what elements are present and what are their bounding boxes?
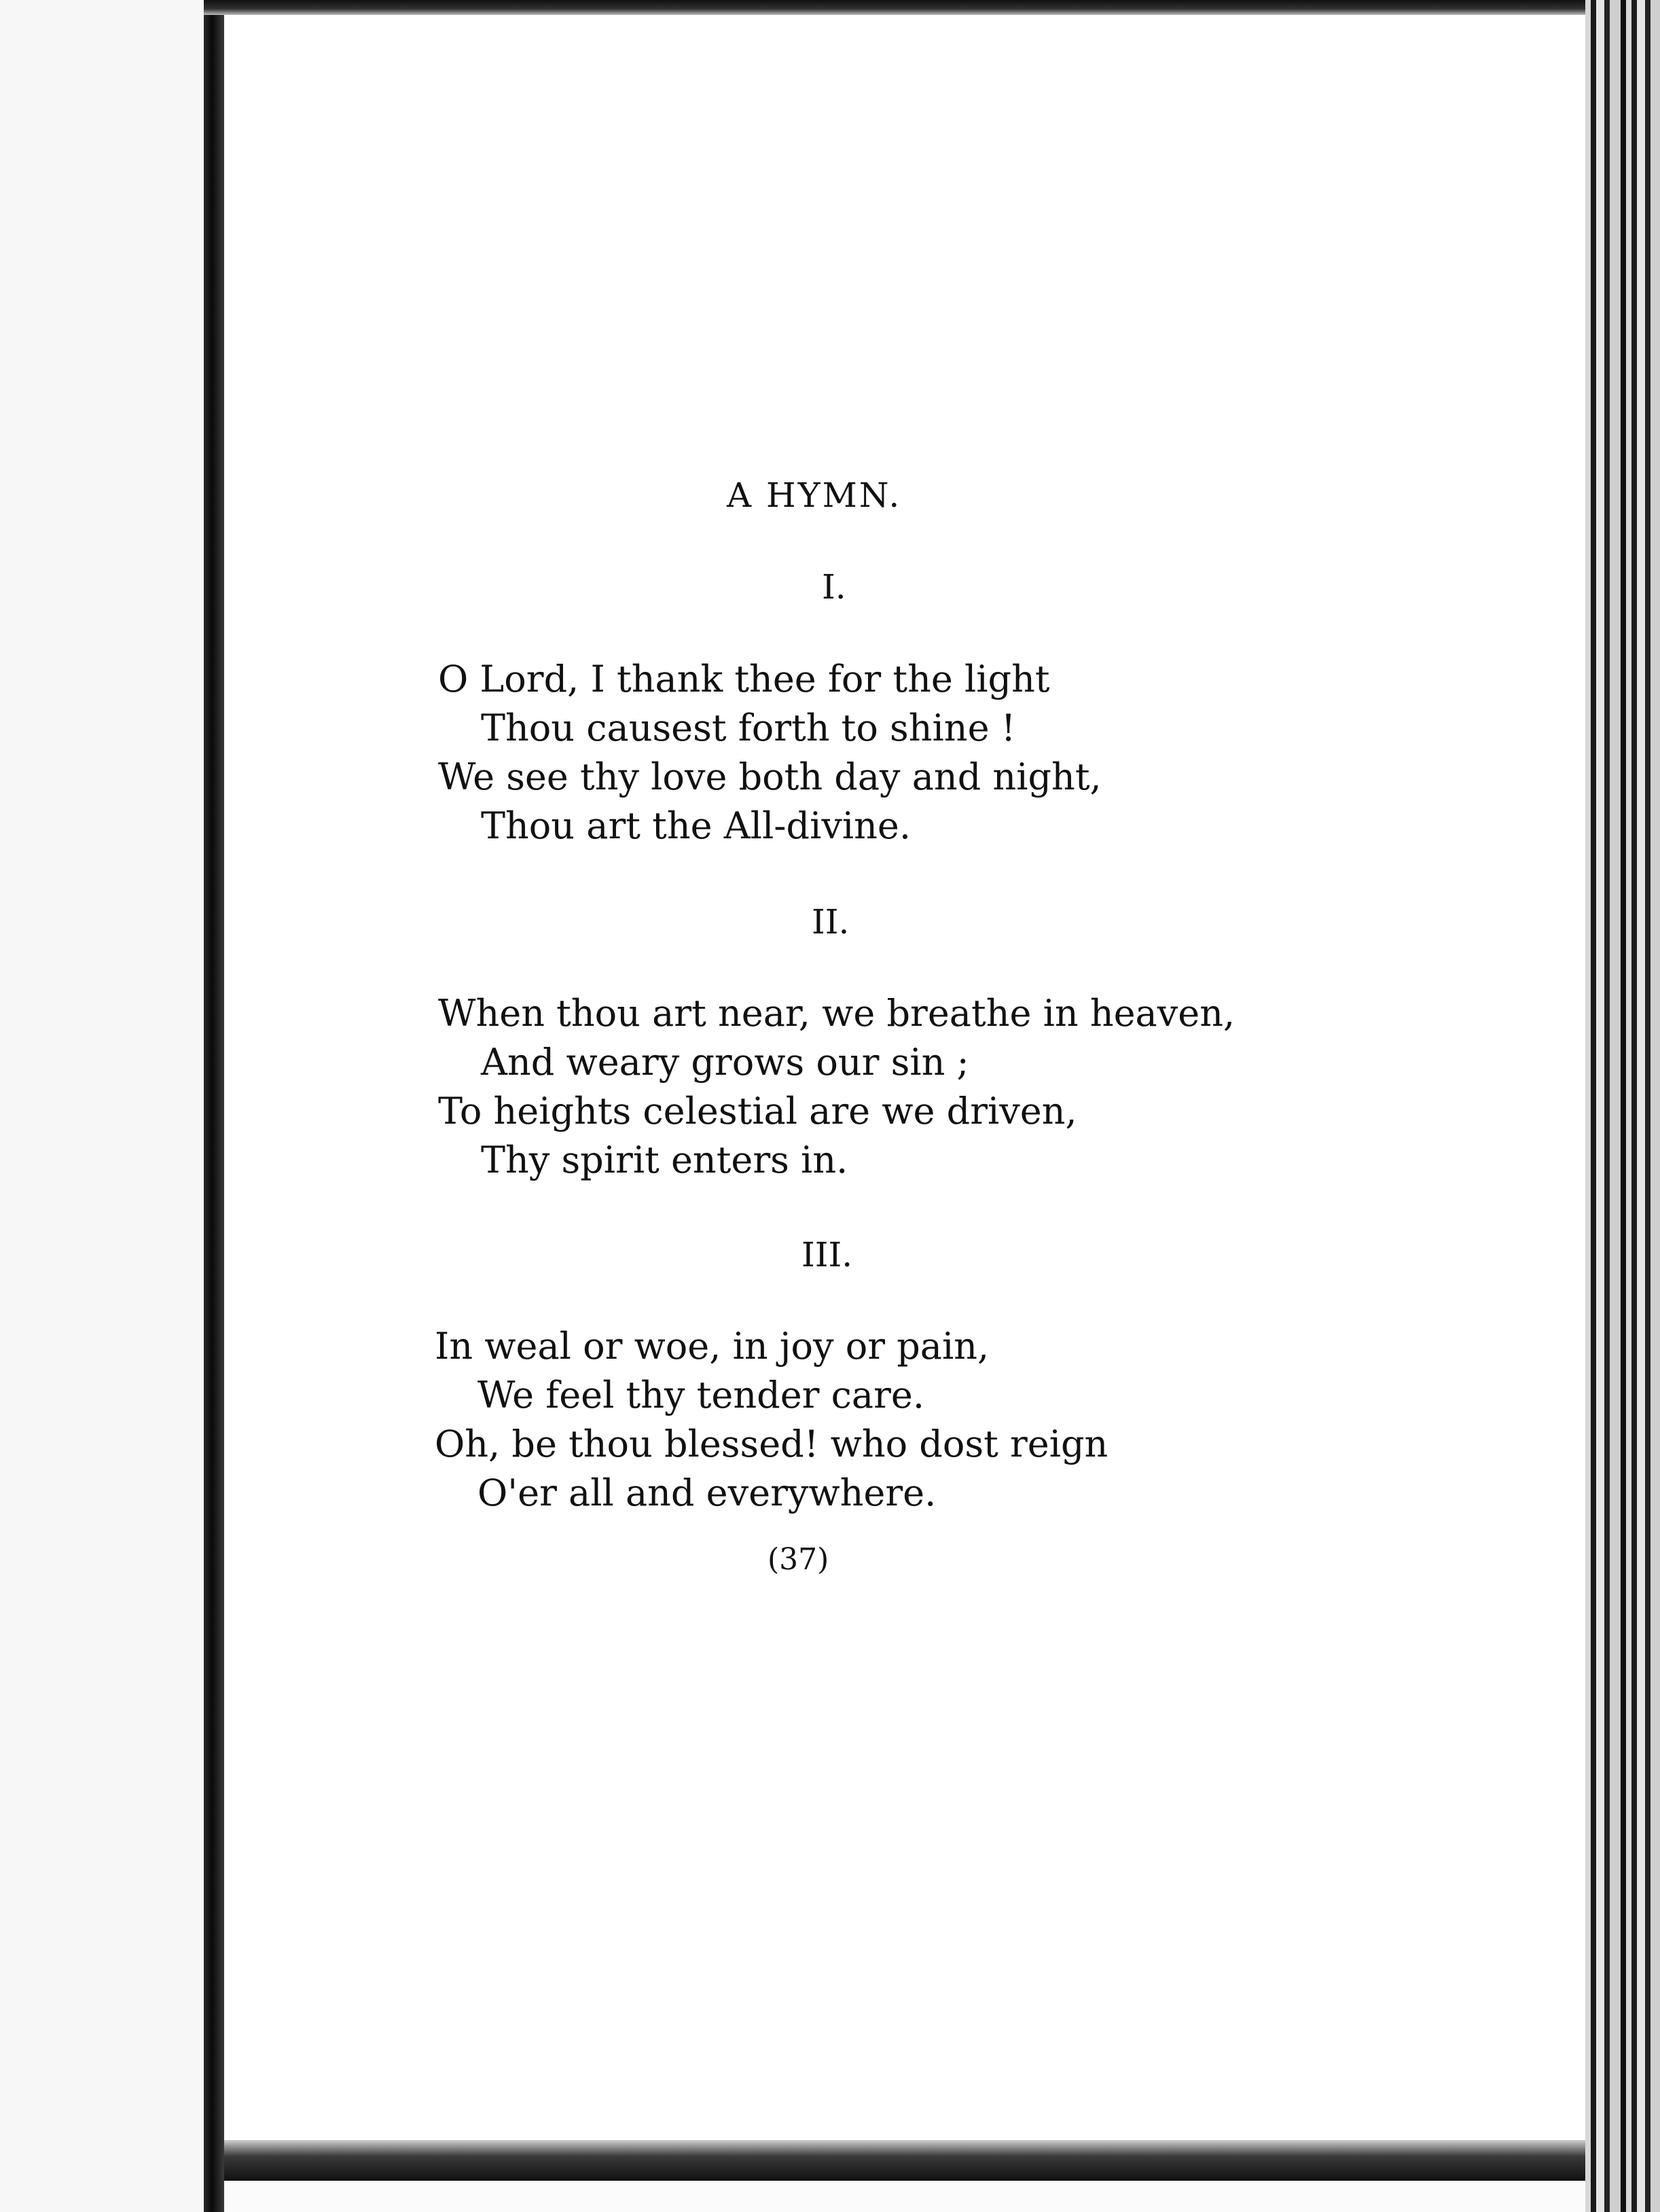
verse-line: In weal or woe, in joy or pain, — [435, 1325, 990, 1368]
page-stack-edge — [1585, 0, 1660, 2212]
stanza-numeral: III. — [801, 1235, 853, 1274]
verse-line: To heights celestial are we driven, — [438, 1090, 1077, 1132]
verse-line: Oh, be thou blessed! who dost reign — [435, 1423, 1108, 1465]
facing-page-edge — [0, 0, 204, 2212]
book-gutter — [204, 0, 224, 2212]
bottom-page-edge — [224, 2140, 1617, 2181]
verse-line: Thou art the All-divine. — [481, 804, 912, 847]
stanza-numeral: II. — [812, 902, 850, 942]
page-number: (37) — [768, 1542, 829, 1577]
poem-title: A HYMN. — [727, 476, 902, 515]
verse-line: And weary grows our sin ; — [481, 1041, 969, 1084]
verse-line: Thy spirit enters in. — [481, 1139, 848, 1181]
verse-line: We see thy love both day and night, — [438, 755, 1102, 798]
verse-line: When thou art near, we breathe in heaven, — [438, 992, 1235, 1035]
verse-line: We feel thy tender care. — [477, 1374, 925, 1416]
verse-line: O'er all and everywhere. — [477, 1471, 937, 1514]
verse-line: O Lord, I thank thee for the light — [438, 658, 1050, 700]
stanza-numeral: I. — [822, 567, 846, 607]
top-page-edge — [204, 0, 1660, 15]
verse-line: Thou causest forth to shine ! — [481, 707, 1016, 749]
